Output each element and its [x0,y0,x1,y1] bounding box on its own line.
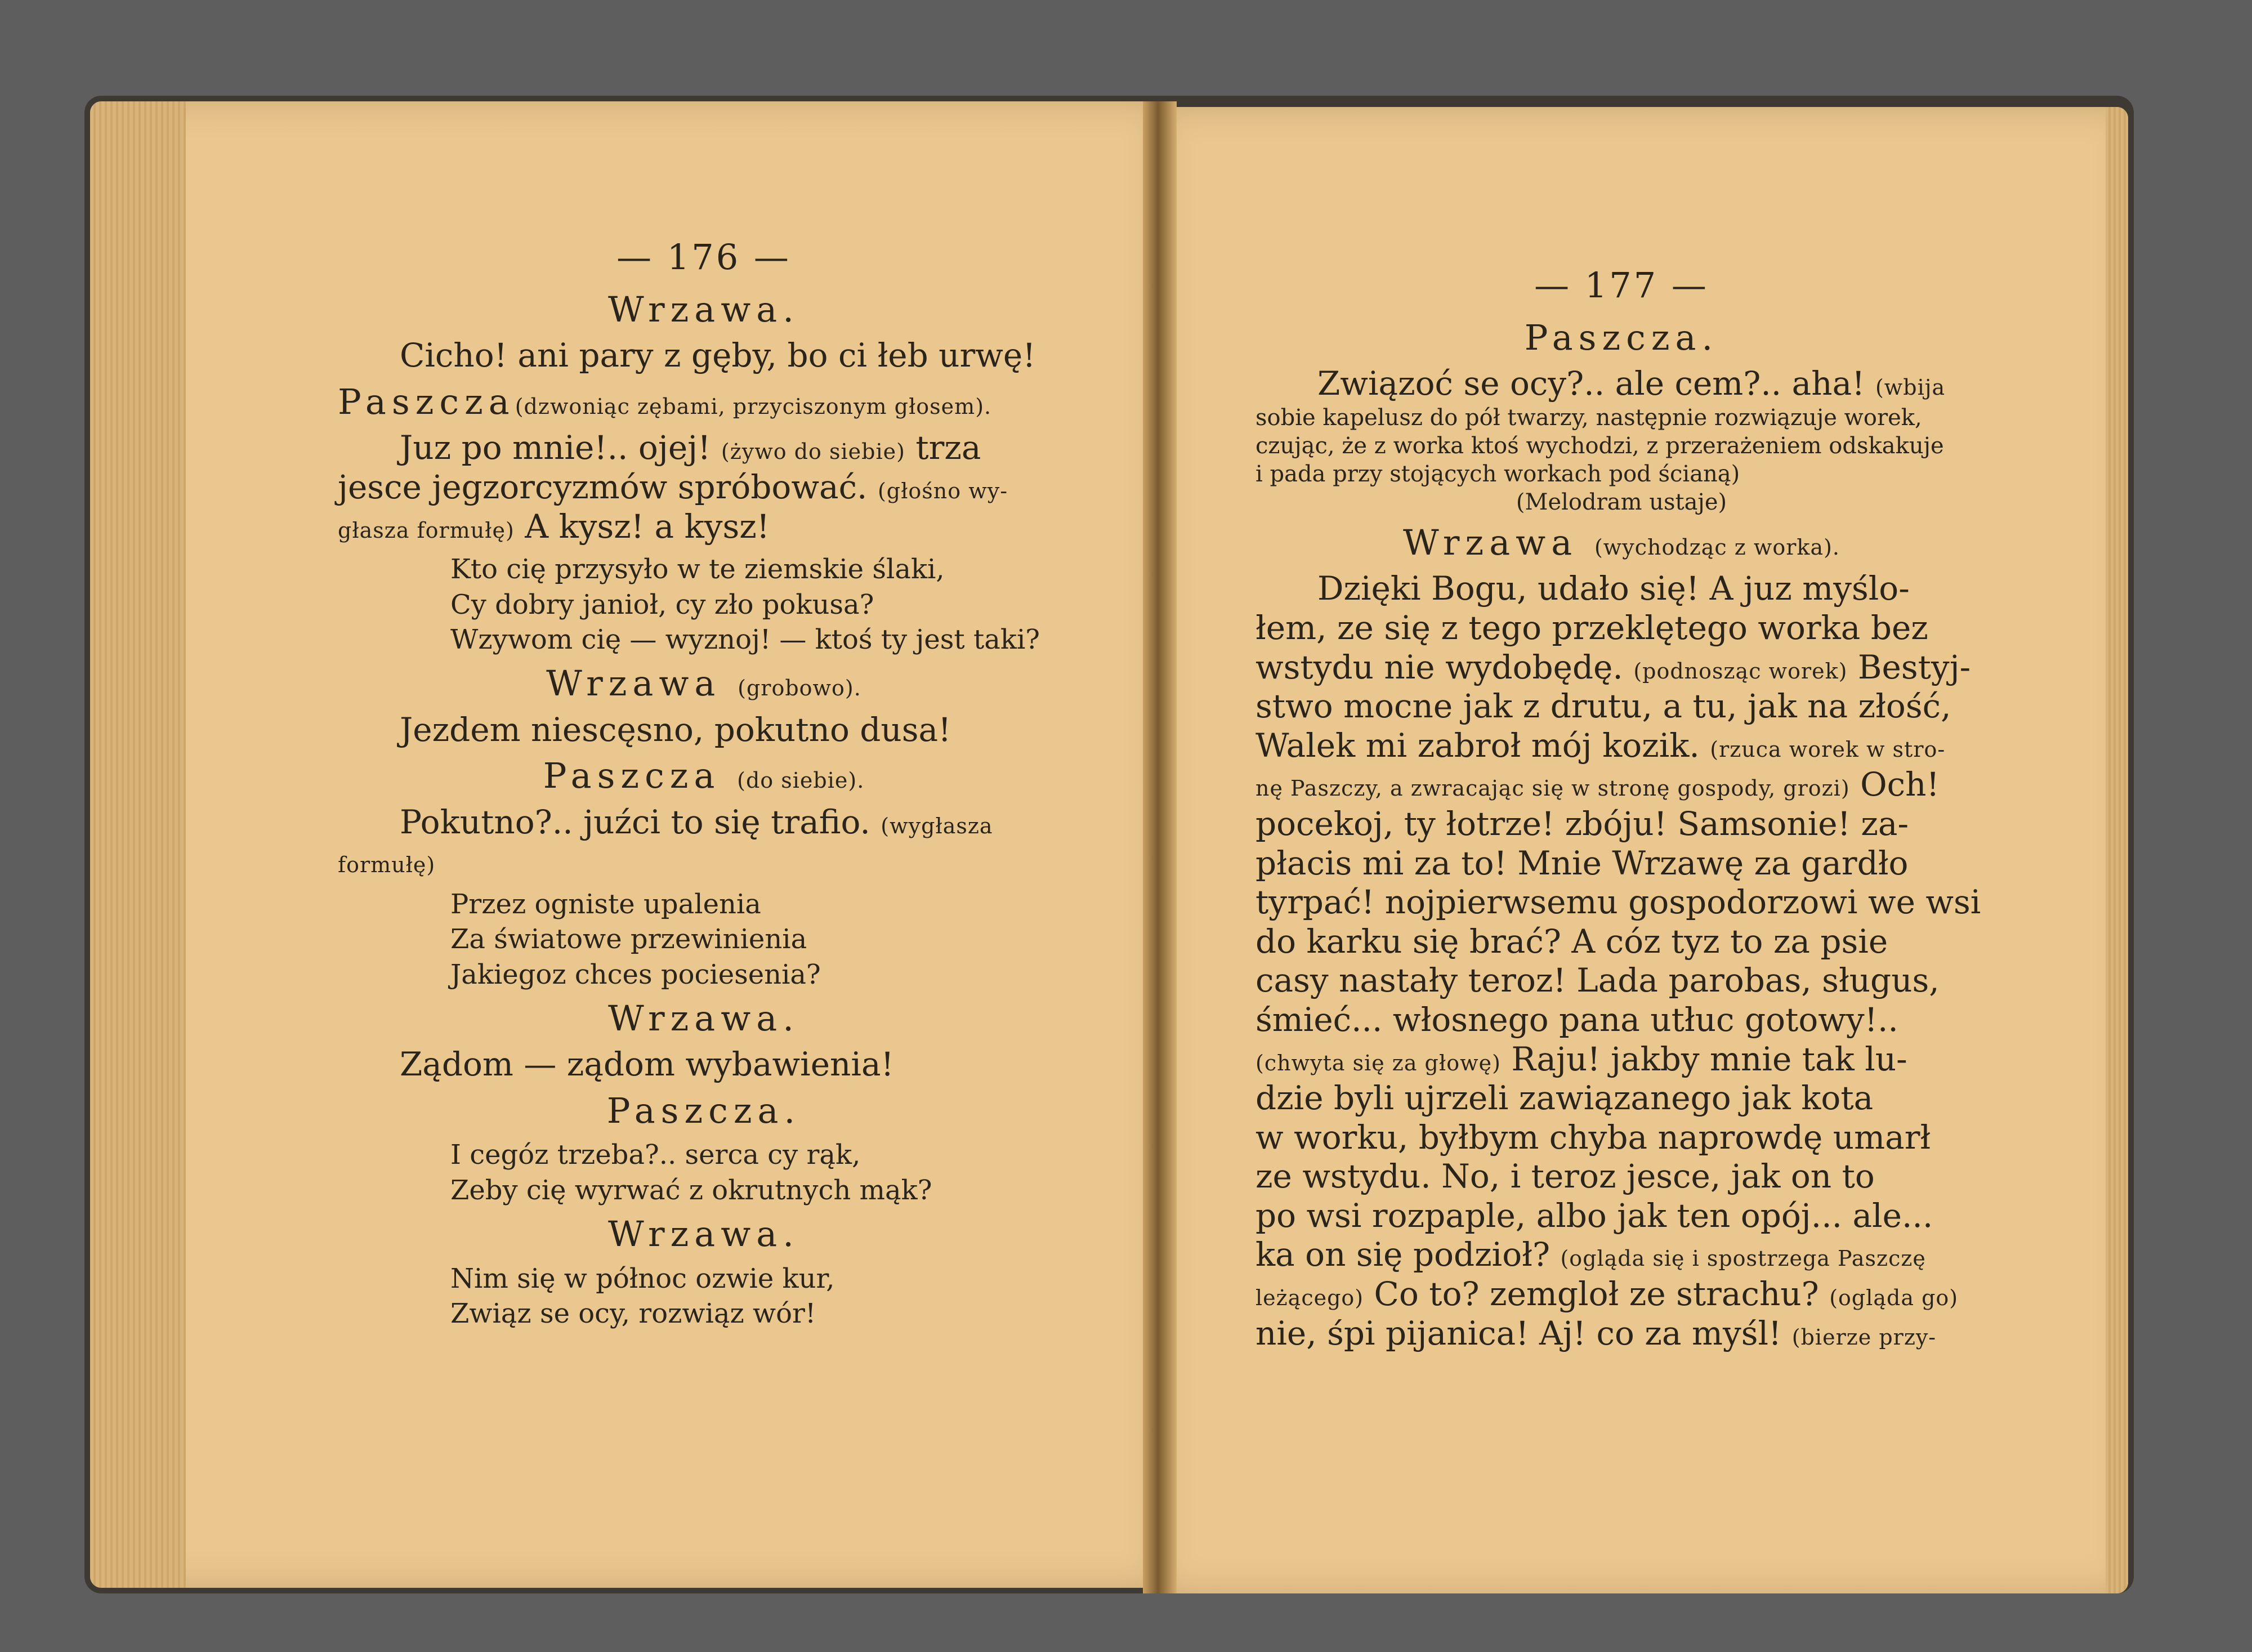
stage-direction: głasza formułę) [338,517,515,543]
line-text: nie, śpi pijanica! Aj! co za myśl! [1255,1314,1792,1352]
text-line [1255,1157,1987,1196]
line-text: śmieć... włosnego pana utłuc gotowy!.. [1255,1000,1898,1039]
line-text: jesce jegzorcyzmów spróbować. [338,467,878,506]
verse-line: I cegóz trzeba?.. serca cy rąk, [450,1139,861,1171]
verse-line: Wzywom cię — wyznoj! — ktoś ty jest taki? [450,623,1040,655]
speaker-label: Wrzawa [546,663,721,704]
stage-direction: (ogląda go) [1829,1285,1959,1311]
verse-block [450,887,1070,992]
stage-direction-line: i pada przy stojących workach pod ścianą) [1255,461,1740,487]
right-page-edges [2106,107,2128,1593]
text-line [1255,961,1987,1001]
text-line [1255,1275,1987,1314]
text-line [1255,1118,1987,1158]
speaker-label: Wrzawa [1402,521,1578,563]
text-line [338,842,1070,881]
text-line [1255,922,1987,962]
verse-line: Za światowe przewinienia [450,923,807,956]
page-number: — 176 — [616,236,791,278]
text-line [1255,1001,1987,1040]
speaker-name [338,1090,1070,1132]
stage-direction-line: czując, że z worka ktoś wychodzi, z przerażeniem odskakuje [1255,432,1944,459]
text-line [338,507,1070,547]
text-line [1255,1235,1987,1275]
text-line [1255,805,1987,844]
line-text: casy nastały teroz! Lada parobas, sługus, [1255,961,1940,1000]
line-text: Och! [1849,765,1940,804]
line-text: ze wstydu. No, i teroz jesce, jak on to [1255,1157,1875,1196]
verse-line: Kto cię przysyło w te ziemskie ślaki, [450,553,945,586]
verse-line: Nim się w północ ozwie kur, [450,1262,835,1294]
stage-direction: (podnosząc worek) [1633,658,1848,684]
line-text: A kysz! a kysz! [514,507,770,546]
text-line [1255,883,1987,922]
stage-direction: (grobowo). [738,676,861,701]
right-page-text [1255,265,1987,1353]
stage-direction: (bierze przy- [1791,1324,1937,1350]
left-page-text [338,236,1070,1337]
speaker-name [338,755,1070,797]
text-line [338,1045,1070,1084]
text-line [338,803,1070,842]
speaker-name [338,998,1070,1039]
line-text: Ządom — ządom wybawienia! [400,1045,894,1084]
speaker-label: Wrzawa. [608,998,799,1039]
line-text: tyrpać! nojpierwsemu gospodorzowi we wsi [1255,883,1981,922]
line-text: ka on się podzioł? [1255,1235,1561,1274]
speaker-label: Wrzawa. [608,1213,799,1255]
text-line [1255,1196,1987,1236]
line-text: w worku, byłbym chyba naprowdę umarł [1255,1118,1931,1157]
stage-direction: (głośno wy- [877,478,1008,503]
stage-direction: (wbija [1875,375,1946,400]
text-line [338,468,1070,507]
line-text: Pokutno?.. juźci to się trafio. [400,802,881,841]
stage-direction: leżącego) [1255,1285,1364,1311]
line-text: Cicho! ani pary z gęby, bo ci łeb urwę! [400,336,1036,375]
speaker-name [338,663,1070,704]
speaker-name [338,1213,1070,1255]
stage-direction-line: (Melodram ustaje) [1516,489,1727,515]
stage-direction: (żywo do siebie) [721,439,905,465]
text-line [1255,648,1987,687]
speaker-label: Paszcza. [1524,317,1719,358]
stage-direction: (dzwoniąc zębami, przyciszonym głosem). [515,394,992,419]
verse-line: Związ se ocy, rozwiąz wór! [450,1298,816,1329]
verse-line: Cy dobry janioł, cy zło pokusa? [450,588,874,620]
text-line [1255,1079,1987,1118]
line-text: wstydu nie wydobędę. [1255,648,1634,686]
line-text: do karku się brać? A cóz tyz to za psie [1255,922,1888,961]
line-text: Związoć se ocy?.. ale cem?.. aha! [1317,364,1875,403]
line-text: Co to? zemgloł ze strachu? [1364,1275,1830,1314]
speaker-name [338,381,1070,423]
text-line [1255,1314,1987,1354]
verse-block [450,1261,1070,1332]
text-line [1255,569,1987,609]
stage-direction: (rzuca worek w stro- [1710,736,1946,762]
text-line [1255,1040,1987,1079]
stage-direction: nę Paszczy, a zwracając się w stronę gospody, grozi) [1255,776,1850,801]
speaker-label: Paszcza [338,381,515,422]
line-text: po wsi rozpaple, albo jak ten opój... ale... [1255,1196,1933,1235]
line-text: Bestyj- [1847,648,1971,686]
stage-direction: (wychodząc z worka). [1594,534,1840,560]
text-line [1255,609,1987,648]
line-text: dzie byli ujrzeli zawiązanego jak kota [1255,1079,1874,1118]
text-line [1255,726,1987,766]
text-line [338,711,1070,750]
text-line [338,336,1070,376]
text-line [1255,364,1987,404]
stage-direction-line: sobie kapelusz do pół twarzy, następnie rozwiązuje worek, [1255,404,1922,431]
speaker-label: Paszcza. [606,1090,801,1132]
speaker-label: Wrzawa. [608,289,799,330]
line-text: Walek mi zabroł mój kozik. [1255,726,1710,765]
verse-block [450,1137,1070,1208]
stage-direction: (wygłasza [881,813,993,838]
text-line [1255,844,1987,883]
stage-direction: formułę) [338,852,436,878]
book-gutter [1143,101,1177,1593]
line-text: Juz po mnie!.. ojej! [400,428,721,467]
left-page-edges [90,101,186,1588]
speaker-name [1255,522,1987,564]
page-number: — 177 — [1534,265,1709,306]
stage-direction: (ogląda się i spostrzega Paszczę [1560,1246,1926,1271]
line-text: pocekoj, ty łotrze! zbóju! Samsonie! za- [1255,804,1909,843]
line-text: łem, ze się z tego przeklętego worka bez [1255,608,1928,647]
verse-line: Przez ogniste upalenia [450,888,761,920]
speaker-name [1255,317,1987,359]
line-text: płacis mi za to! Mnie Wrzawę za gardło [1255,843,1909,882]
line-text: Dzięki Bogu, udało się! A juz myślo- [1317,569,1910,608]
verse-line: Zeby cię wyrwać z okrutnych mąk? [450,1174,932,1206]
speaker-name [338,289,1070,331]
verse-line: Jakiegoz chces pociesenia? [450,958,821,990]
line-text: Jezdem niescęsno, pokutno dusa! [400,710,951,749]
line-text: Raju! jakby mnie tak lu- [1500,1039,1907,1078]
stage-direction: (do siebie). [737,768,865,793]
text-line [1255,765,1987,805]
verse-block [450,552,1070,657]
line-text: stwo mocne jak z drutu, a tu, jak na złość, [1255,687,1951,726]
text-line [1255,687,1987,726]
line-text: trza [905,428,981,467]
stage-direction: (chwyta się za głowę) [1255,1050,1501,1075]
text-line [338,428,1070,468]
speaker-label: Paszcza [543,755,721,797]
